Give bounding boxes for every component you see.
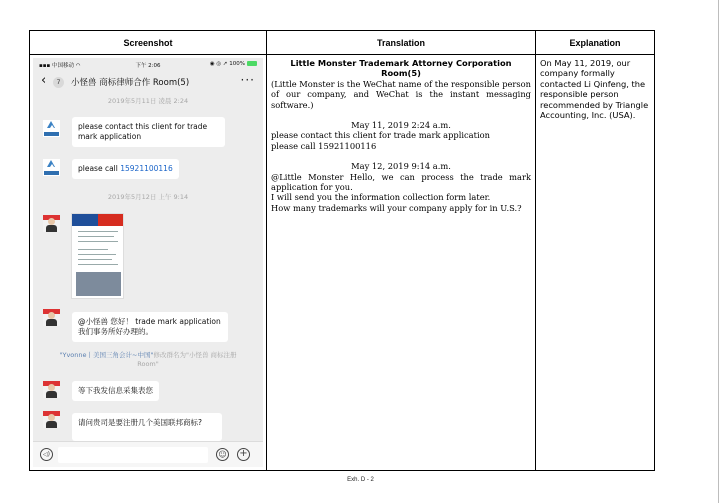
china-flag-icon — [98, 214, 124, 226]
wifi-icon: ◠ — [73, 63, 81, 69]
group-rename-notice: "Yvonne丨美国三角会计~中国"修改群名为"小怪兽 商标注册 Room" — [59, 351, 237, 368]
status-bar — [33, 58, 263, 71]
user-avatar[interactable] — [43, 381, 60, 398]
content-row — [30, 55, 655, 471]
explanation-text: On May 11, 2019, our company formally contacted Li Qinfeng, the responsible person recommended by Triangle Accounting, Inc. (USA). — [540, 58, 649, 121]
battery-status: ◉ ◎ ➚ 100% — [210, 61, 257, 67]
exhibit-table — [29, 30, 655, 471]
translation-line-1: please contact this client for trade mark application — [271, 130, 490, 141]
company-logo-avatar[interactable] — [43, 120, 60, 137]
header-screenshot: Screenshot — [30, 31, 267, 55]
member-name-link[interactable]: "Yvonne丨美国三角会计~中国" — [59, 351, 154, 359]
timestamp-2: 2019年5月12日 上午 9:14 — [107, 193, 189, 201]
signal-icon: ▪▪▪ — [39, 63, 52, 69]
battery-icon — [247, 61, 257, 66]
explanation-cell — [536, 55, 655, 471]
translation-date-1: May 11, 2019 2:24 a.m. — [351, 120, 451, 131]
chat-input-bar — [33, 441, 263, 467]
shared-document-image[interactable] — [71, 213, 124, 299]
unread-badge[interactable]: 7 — [53, 77, 64, 88]
more-icon[interactable]: ··· — [240, 73, 255, 87]
message-bubble-1[interactable]: please contact this client for trade mark application — [72, 117, 225, 147]
translation-line-4: I will send you the information collection form later. — [271, 192, 491, 203]
translation-title: Little Monster Trademark Attorney Corporation Room(5) — [290, 58, 512, 79]
screenshot-cell — [30, 55, 267, 471]
header-explanation: Explanation — [536, 31, 655, 55]
back-chevron-icon[interactable]: ‹ — [41, 73, 47, 88]
translation-date-2: May 12, 2019 9:14 a.m. — [351, 161, 451, 172]
header-row — [30, 31, 655, 55]
translation-cell — [267, 55, 536, 471]
plus-icon[interactable]: + — [237, 448, 250, 461]
message-bubble-2[interactable]: please call 15921100116 — [72, 159, 179, 179]
emoji-icon[interactable]: ☺ — [216, 448, 229, 461]
translation-note: (Little Monster is the WeChat name of the responsible person of our company, and WeChat is the instant messaging software.) — [271, 78, 531, 110]
alarm-icon: ◉ ◎ ➚ — [209, 61, 230, 67]
translation-line-3: @Little Monster Hello, we can process the trade mark application for you. — [271, 171, 531, 193]
user-avatar[interactable] — [43, 215, 60, 232]
message-bubble-3[interactable]: @小怪兽 您好！ trade mark application 我们事务所好办理的。 — [72, 312, 228, 342]
page-edge-line — [718, 0, 719, 503]
chat-nav-bar — [33, 72, 263, 92]
chat-title: 小怪兽 商标律师合作 Room(5) — [71, 78, 190, 88]
message-bubble-5[interactable]: 请问贵司是要注册几个美国联邦商标? — [72, 413, 222, 441]
message-bubble-4[interactable]: 等下我发信息采集表您 — [72, 381, 159, 401]
exhibit-label: Exh. D - 2 — [347, 477, 374, 483]
user-avatar[interactable] — [43, 309, 60, 326]
status-time: 下午 2:06 — [135, 63, 161, 69]
translation-line-5: How many trademarks will your company apply for in U.S.? — [271, 202, 522, 213]
us-flag-icon — [72, 214, 98, 226]
message-input[interactable] — [58, 447, 208, 463]
phone-number-link[interactable]: 15921100116 — [120, 164, 173, 173]
header-translation: Translation — [267, 31, 536, 55]
timestamp-1: 2019年5月11日 凌晨 2:24 — [107, 97, 189, 105]
voice-input-icon[interactable]: ◁) — [40, 448, 53, 461]
translation-line-2: please call 15921100116 — [271, 140, 377, 151]
user-avatar[interactable] — [43, 411, 60, 428]
wechat-screenshot — [33, 58, 263, 467]
carrier-label: ▪▪▪ 中国移动 ◠ — [39, 63, 81, 69]
company-logo-avatar[interactable] — [43, 159, 60, 176]
office-photo — [76, 272, 121, 296]
